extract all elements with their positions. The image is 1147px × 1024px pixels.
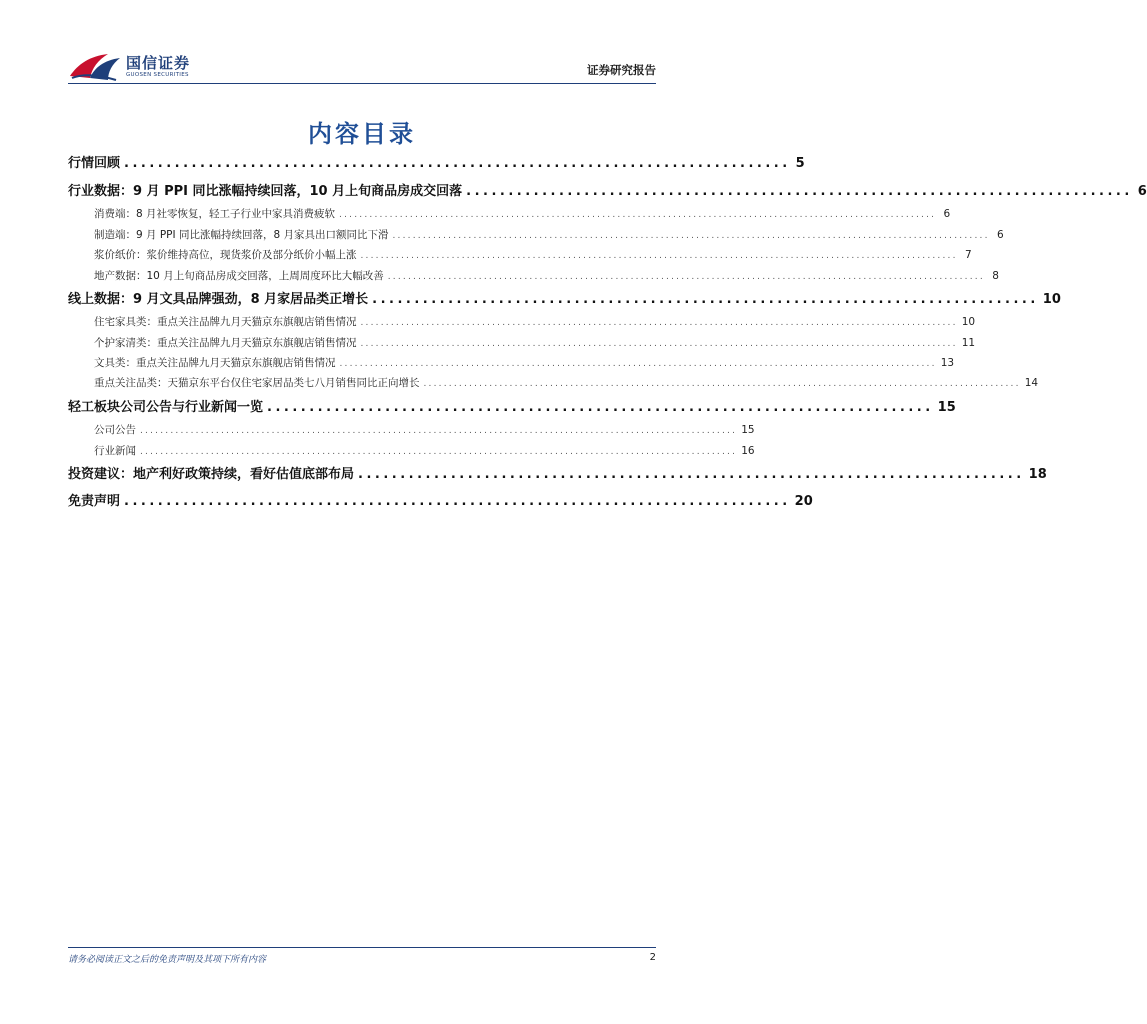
logo-text-cn: 国信证券 — [126, 54, 191, 72]
toc-entry-label: 投资建议：地产利好政策持续，看好估值底部布局 — [68, 467, 355, 482]
toc-entry-page: 10 — [961, 316, 976, 328]
toc-entry-page: 7 — [965, 249, 972, 261]
toc-entry-page: 14 — [1024, 377, 1039, 389]
toc-leader-dots: ...................................................................................................................... — [339, 359, 937, 369]
toc-leader-dots: ...................................................................................................................... — [339, 210, 937, 220]
toc-entry-label: 行业新闻 — [94, 445, 136, 457]
toc-leader-dots: ...................................................................................................................... — [392, 231, 990, 241]
toc-entry-label: 公司公告 — [94, 424, 136, 436]
guosen-logo — [68, 50, 208, 86]
toc-entry-page: 13 — [940, 357, 955, 369]
toc-leader-dots: ............................................................................... — [466, 184, 1133, 199]
toc-entry[interactable] — [68, 463, 1047, 482]
toc-entry-label: 轻工板块公司公告与行业新闻一览 — [68, 400, 264, 415]
toc-entry-label: 文具类：重点关注品牌九月天猫京东旗舰店销售情况 — [94, 357, 336, 369]
report-type-label: 证券研究报告 — [587, 63, 656, 77]
toc-entry-label: 地产数据：10 月上旬商品房成交回落，上周周度环比大幅改善 — [94, 270, 384, 282]
toc-subentry[interactable] — [94, 247, 972, 262]
toc-entry-label: 线上数据：9 月文具品牌强劲，8 月家居品类正增长 — [68, 292, 369, 307]
toc-entry-label: 住宅家具类：重点关注品牌九月天猫京东旗舰店销售情况 — [94, 316, 357, 328]
toc-subentry[interactable] — [94, 206, 951, 221]
toc-subentry[interactable] — [94, 268, 999, 283]
disclaimer-note: 请务必阅读正文之后的免责声明及其项下所有内容 — [68, 955, 267, 965]
toc-entry-page: 15 — [937, 400, 956, 415]
toc-entry-page: 16 — [741, 445, 755, 457]
page-header — [68, 50, 656, 86]
toc-entry-label: 浆价纸价：浆价维持高位，现货浆价及部分纸价小幅上涨 — [94, 249, 357, 261]
logo-text-en: GUOSEN SECURITIES — [126, 72, 189, 78]
toc-entry-label: 行业数据：9 月 PPI 同比涨幅持续回落，10 月上旬商品房成交回落 — [68, 184, 463, 199]
toc-subentry[interactable] — [94, 375, 1039, 390]
toc-entry[interactable] — [68, 180, 1147, 199]
toc-leader-dots: ...................................................................................................................... — [360, 339, 958, 349]
toc-entry[interactable] — [68, 396, 956, 415]
toc-subentry[interactable] — [94, 422, 755, 437]
page-number: 2 — [649, 952, 656, 963]
toc-entry-page: 8 — [992, 270, 999, 282]
toc-leader-dots: ...................................................................................................................... — [140, 426, 738, 436]
header-divider — [68, 83, 656, 84]
toc-leader-dots: ............................................................................... — [358, 467, 1025, 482]
toc-entry-label: 重点关注品类：天猫京东平台仅住宅家居品类七八月销售同比正向增长 — [94, 377, 420, 389]
toc-entry-page: 6 — [996, 229, 1004, 241]
toc-leader-dots: ............................................................................... — [124, 494, 791, 509]
toc-subentry[interactable] — [94, 227, 1004, 242]
toc-leader-dots: ...................................................................................................................... — [360, 318, 958, 328]
guosen-logo-icon — [68, 50, 122, 82]
toc-entry-label: 行情回顾 — [68, 156, 121, 171]
toc-leader-dots: ...................................................................................................................... — [387, 272, 985, 282]
toc-entry-page: 5 — [795, 156, 805, 171]
toc-leader-dots: ...................................................................................................................... — [423, 379, 1021, 389]
toc-entry-page: 15 — [741, 424, 755, 436]
toc-entry-page: 20 — [794, 494, 813, 509]
toc-entry[interactable] — [68, 288, 1061, 307]
toc-subentry[interactable] — [94, 335, 976, 350]
toc-leader-dots: ............................................................................... — [267, 400, 934, 415]
toc-subentry[interactable] — [94, 443, 755, 458]
toc-entry[interactable] — [68, 152, 805, 171]
toc-leader-dots: ............................................................................... — [372, 292, 1039, 307]
toc-entry[interactable] — [68, 490, 813, 509]
toc-entry-page: 10 — [1042, 292, 1061, 307]
toc-entry-page: 6 — [943, 208, 951, 220]
toc-leader-dots: ...................................................................................................................... — [140, 447, 738, 457]
toc-subentry[interactable] — [94, 355, 955, 370]
toc-leader-dots: ............................................................................... — [124, 156, 791, 171]
toc-leader-dots: ...................................................................................................................... — [360, 251, 958, 261]
toc-title: 内容目录 — [308, 120, 416, 148]
toc-entry-page: 11 — [961, 337, 976, 349]
toc-subentry[interactable] — [94, 314, 976, 329]
toc-entry-page: 18 — [1028, 467, 1047, 482]
toc-entry-label: 个护家清类：重点关注品牌九月天猫京东旗舰店销售情况 — [94, 337, 357, 349]
toc-entry-label: 制造端：9 月 PPI 同比涨幅持续回落，8 月家具出口额同比下滑 — [94, 229, 389, 241]
toc-entry-label: 免责声明 — [68, 494, 121, 509]
footer-divider — [68, 947, 656, 948]
toc-entry-page: 6 — [1137, 184, 1147, 199]
toc-entry-label: 消费端：8 月社零恢复，轻工子行业中家具消费疲软 — [94, 208, 336, 220]
